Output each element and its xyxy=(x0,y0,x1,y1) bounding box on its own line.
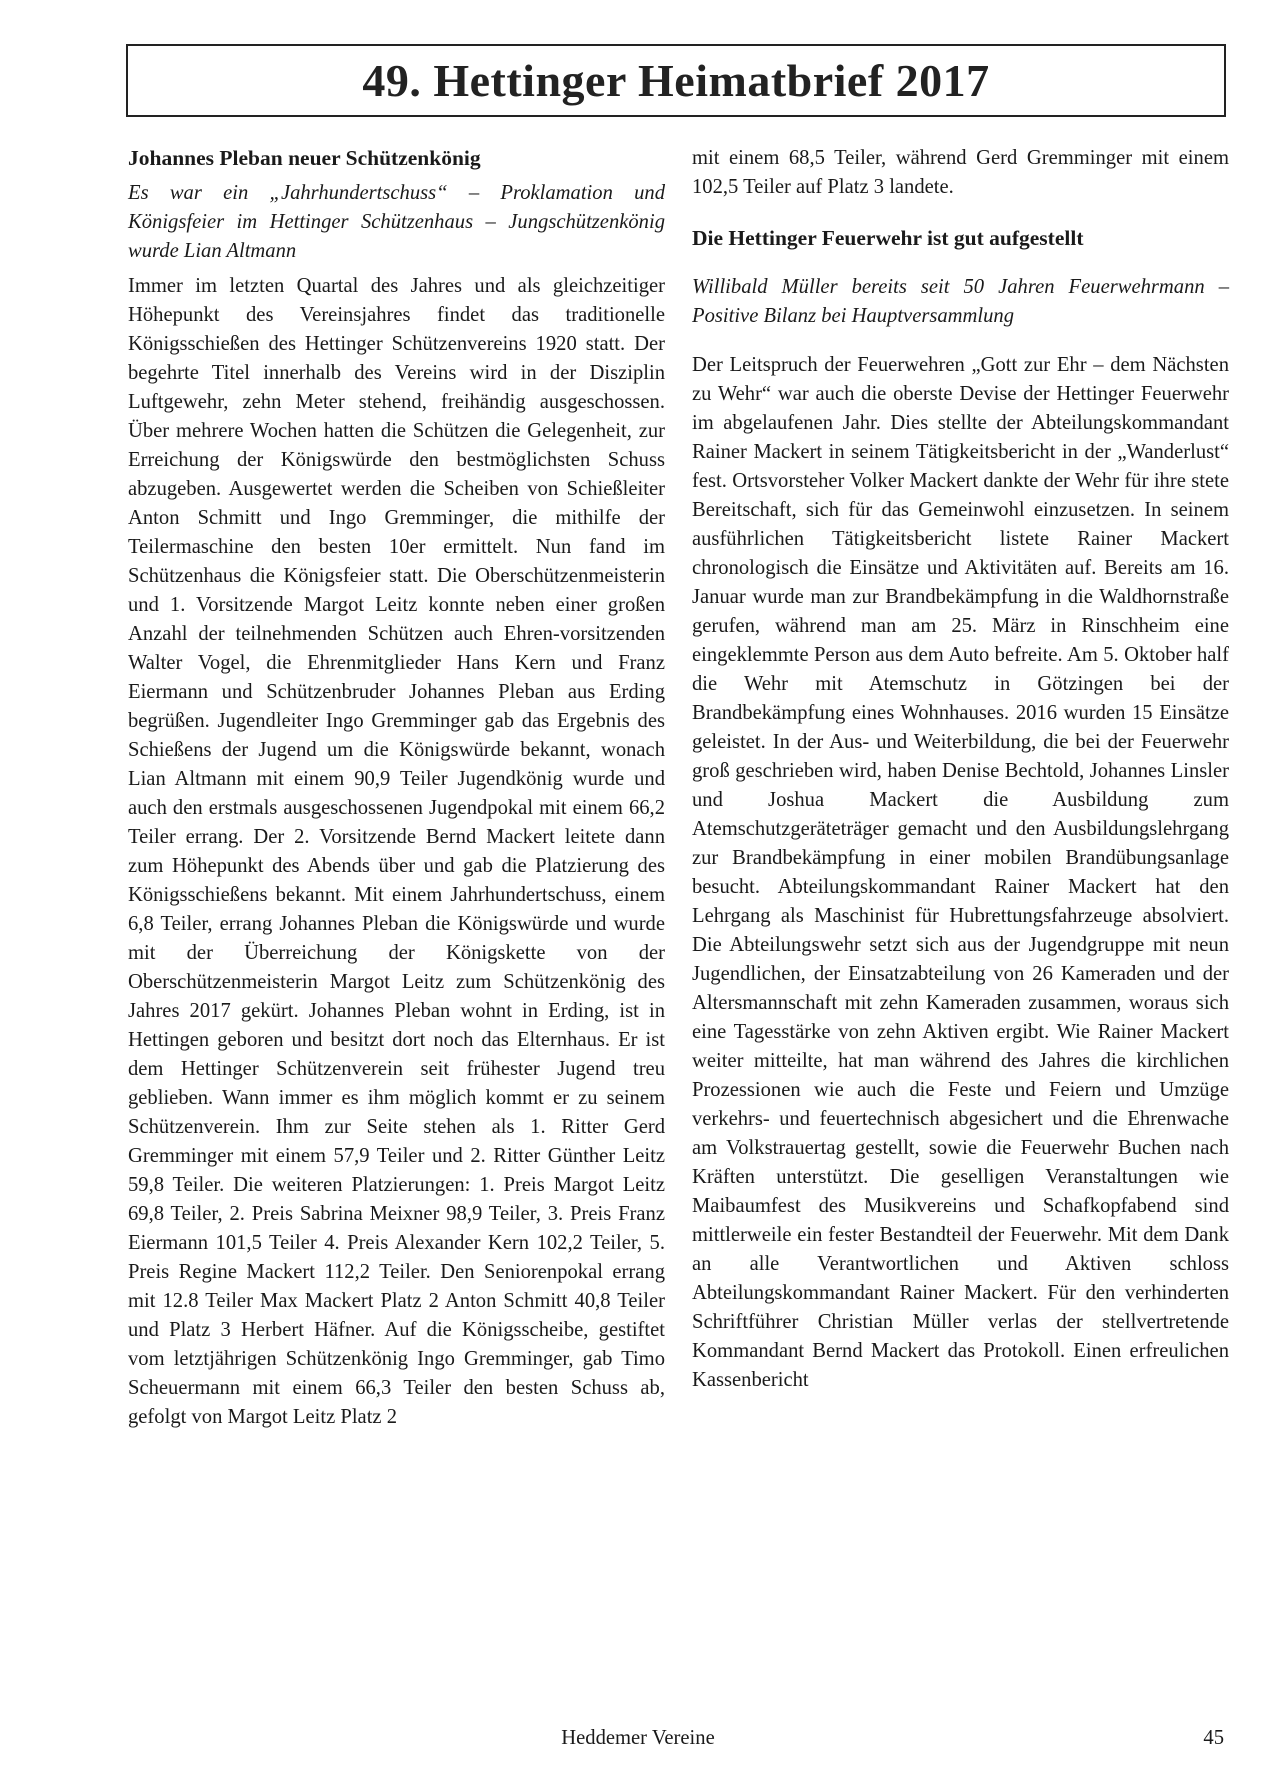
article-subtitle-feuerwehr: Willibald Müller bereits seit 50 Jahren Feuerwehrmann – Positive Bilanz bei Hauptversammlung xyxy=(692,276,1229,327)
header-box xyxy=(126,44,1226,117)
article-body-feuerwehr: Der Leitspruch der Feuerwehren „Gott zur Ehr – dem Nächsten zu Wehr“ war auch die oberste Devise der Hettinger Feuerwehr im abgelaufenen Jahr. Dies stellte der Abteilungskommandant Rainer Mackert in seinem Tätigkeitsbericht in der „Wanderlust“ fest. Ortsvorsteher Volker Mackert dankte der Wehr für ihre stete Bereitschaft, sich für das Gemeinwohl einzusetzen. In seinem ausführlichen Tätigkeitsbericht listete Rainer Mackert chronologisch die Einsätze und Aktivitäten auf. Bereits am 16. Januar wurde man zur Brandbekämpfung in die Waldhornstraße gerufen, während man am 25. März in Rinschheim eine eingeklemmte Person aus dem Auto befreite. Am 5. Oktober half die Wehr mit Atemschutz in Götzingen bei der Brandbekämpfung eines Wohnhauses. 2016 wurden 15 Einsätze geleistet. In der Aus- und Weiterbildung, die bei der Feuerwehr groß geschrieben wird, haben Denise Bechtold, Johannes Linsler und Joshua Mackert die Ausbildung zum Atemschutzgeräteträger gemacht und den Ausbildungslehrgang zur Brandbekämpfung in einer mobilen Brandübungsanlage besucht. Abteilungskommandant Rainer Mackert hat den Lehrgang als Maschinist für Hubrettungsfahrzeuge absolviert. Die Abteilungswehr setzt sich aus der Jugendgruppe mit neun Jugendlichen, der Einsatzabteilung von 26 Kameraden und der Altersmannschaft mit zehn Kameraden zusammen, woraus sich eine Tagesstärke von zehn Aktiven ergibt. Wie Rainer Mackert weiter mitteilte, hat man während des Jahres die kirchlichen Prozessionen wie auch die Feste und Feiern und Umzüge verkehrs- und feuertechnisch abgesichert und die Ehrenwache am Volkstrauertag gestellt, sowie die Feuerwehr Buchen nach Kräften unterstützt. Die geselligen Veranstaltungen wie Maibaumfest des Musikvereins und Schafkopfabend sind mittlerweile ein fester Bestandteil der Feuerwehr. Mit dem Dank an alle Verantwortlichen und Aktiven schloss Abteilungskommandant Rainer Mackert. Für den verhinderten Schriftführer Christian Müller verlas der stellvertretende Kommandant Bernd Mackert das Protokoll. Einen erfreulichen Kassenbericht xyxy=(692,354,1229,1391)
article-body-schuetzenkoenig: Immer im letzten Quartal des Jahres und als gleichzeitiger Höhepunkt des Vereinsjahres findet das traditionelle Königsschießen des Hettinger Schützenvereins 1920 statt. Der begehrte Titel innerhalb des Vereins wird in der Disziplin Luftgewehr, zehn Meter stehend, freihändig ausgeschossen. Über mehrere Wochen hatten die Schützen die Gelegenheit, zur Erreichung der Königswürde den bestmöglichsten Schuss abzugeben. Ausgewertet werden die Scheiben von Schießleiter Anton Schmitt und Ingo Gremminger, die mithilfe der Teilermaschine den besten 10er ermittelt. Nun fand im Schützenhaus die Königsfeier statt. Die Oberschützenmeisterin und 1. Vorsitzende Margot Leitz konnte neben einer großen Anzahl der teilnehmenden Schützen auch Ehren-vorsitzenden Walter Vogel, die Ehrenmitglieder Hans Kern und Franz Eiermann und Schützenbruder Johannes Pleban aus Erding begrüßen. Jugendleiter Ingo Gremminger gab das Ergebnis des Schießens der Jugend um die Königswürde bekannt, wonach Lian Altmann mit einem 90,9 Teiler Jugendkönig wurde und auch den erstmals ausgeschossenen Jugendpokal mit einem 66,2 Teiler errang. Der 2. Vorsitzende Bernd Mackert leitete dann zum Höhepunkt des Abends über und gab die Platzierung des Königsschießens bekannt. Mit einem Jahrhundertschuss, einem 6,8 Teiler, errang Johannes Pleban die Königswürde und wurde mit der Überreichung der Königskette von der Oberschützenmeisterin Margot Leitz zum Schützenkönig des Jahres 2017 gekürt. Johannes Pleban wohnt in Erding, ist in Hettingen geboren und besitzt dort noch das Elternhaus. Er ist dem Hettinger Schützenverein seit frühester Jugend treu geblieben. Wann immer es ihm möglich kommt er zu seinem Schützenverein. Ihm zur Seite stehen als 1. Ritter Gerd Gremminger mit einem 57,9 Teiler und 2. Ritter Günther Leitz 59,8 Teiler. Die weiteren Platzierungen: 1. Preis Margot Leitz 69,8 Teiler, 2. Preis Sabrina Meixner 98,9 Teiler, 3. Preis Franz Eiermann 101,5 Teiler 4. Preis Alexander Kern 102,2 Teiler, 5. Preis Regine Mackert 112,2 Teiler. Den Seniorenpokal errang mit 12.8 Teiler Max Mackert Platz 2 Anton Schmitt 40,8 Teiler und Platz 3 Herbert Häfner. Auf die Königsscheibe, gestiftet vom letztjährigen Schützenkönig Ingo Gremminger, gab Timo Scheuermann mit einem 66,3 Teiler den besten Schuss ab, gefolgt von Margot Leitz Platz 2 xyxy=(128,275,665,1428)
footer-section-label: Heddemer Vereine xyxy=(561,1727,715,1749)
page-number: 45 xyxy=(1203,1727,1224,1749)
left-column xyxy=(128,144,665,1432)
article-title-schuetzenkoenig: Johannes Pleban neuer Schützenkönig xyxy=(128,146,481,170)
article-title-feuerwehr: Die Hettinger Feuerwehr ist gut aufgestellt xyxy=(692,226,1084,250)
right-column xyxy=(692,144,1229,1395)
article-subtitle-schuetzenkoenig: Es war ein „Jahrhundertschuss“ – Proklamation und Königsfeier im Hettinger Schützenhaus – Jungschützenkönig wurde Lian Altmann xyxy=(128,182,665,262)
page-title: 49. Hettinger Heimatbrief 2017 xyxy=(362,55,990,106)
article-continuation-schuetzenkoenig: mit einem 68,5 Teiler, während Gerd Gremminger mit einem 102,5 Teiler auf Platz 3 landete. xyxy=(692,147,1229,198)
